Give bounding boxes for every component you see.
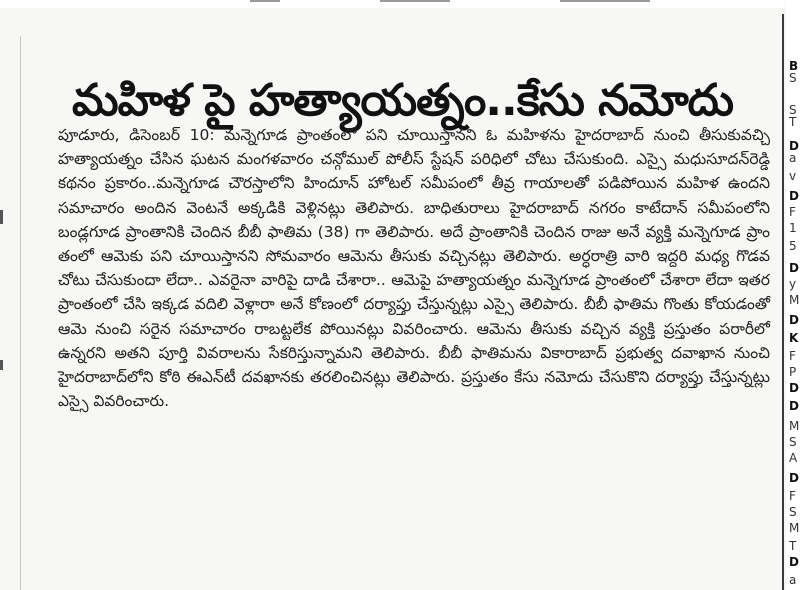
cropped-header-fragment-1: [250, 0, 280, 2]
adjacent-column-letter: D: [789, 313, 799, 327]
adjacent-column-letter: D: [789, 189, 799, 203]
adjacent-column-letter: D: [789, 261, 799, 275]
article-headline: మహిళ పై హత్యాయత్నం..కేసు నమోదు: [72, 75, 733, 127]
cropped-header-fragment-3: [560, 0, 650, 2]
adjacent-column-letter: F: [789, 489, 796, 503]
adjacent-column-letter: P: [789, 365, 797, 379]
adjacent-column-letter: y: [789, 277, 797, 291]
adjacent-column-fragment: [786, 0, 800, 590]
adjacent-column-letter: T: [789, 115, 797, 129]
left-edge-mark: [0, 210, 3, 224]
adjacent-column-letter: a: [789, 573, 797, 587]
adjacent-column-letter: D: [789, 381, 799, 395]
adjacent-column-letter: S: [789, 505, 797, 519]
adjacent-column-letter: D: [789, 555, 799, 569]
adjacent-column-letter: A: [789, 451, 798, 465]
adjacent-column-letter: S: [789, 103, 797, 117]
adjacent-column-letter: F: [789, 349, 796, 363]
cropped-header-fragment-2: [380, 0, 450, 2]
adjacent-column-letter: S: [789, 435, 797, 449]
adjacent-column-letter: D: [789, 471, 799, 485]
adjacent-column-letter: 1: [789, 221, 797, 235]
adjacent-column-letter: T: [789, 539, 797, 553]
adjacent-column-letter: a: [789, 151, 797, 165]
left-column-rule: [20, 36, 21, 590]
adjacent-column-letter: K: [789, 331, 799, 345]
right-column-rule: [782, 14, 784, 590]
adjacent-column-letter: D: [789, 399, 799, 413]
adjacent-column-letter: D: [789, 139, 799, 153]
adjacent-column-letter: M: [789, 419, 800, 433]
article-body-text: పూడూరు, డిసెంబర్ 10: మన్నెగూడ ప్రాంతంలో పని చూయిస్తానని ఓ మహిళను హైదరాబాద్ నుంచి తీసుకువచ్చి హత్యాయత్నం చేసిన ఘటన మంగళవారం చన్గోముల్ పోలీస్ స్టేషన్ పరిధిలో చోటు చేసుకుంది. ఎస్సై మధుసూదన్‌రెడ్డి కథనం ప్రకారం..మన్నెగూడ చౌరస్తాలోని హిందూన్ హోటల్ సమీపంలో తీవ్ర గాయాలతో పడిపోయిన మహిళ ఉందని సమాచారం అందిన వెంటనే అక్కడికి వెళ్లినట్లు తెలిపారు. బాధితురాలు హైదరాబాద్ నగరం కాటేదాన్ సమీపంలోని బండ్లగూడ ప్రాంతానికి చెందిన బీబీ ఫాతిమ (38) గా తెలిపారు. అదే ప్రాంతానికి చెందిన రాజు అనే వ్యక్తి మన్నెగూడ ప్రాం తంలో ఆమెకు పని చూయిస్తానని సోమవారం ఆమెను తీసుకు వచ్చినట్లు తెలిపారు. అర్ధరాత్రి వారి ఇద్దరి మధ్య గొడవ చోటు చేసుకుందా లేదా.. ఎవరైనా వారిపై దాడి చేశారా.. ఆమెపై హత్యాయత్నం మన్నెగూడ ప్రాంతంలో చేశారా లేదా ఇతర ప్రాంతంలో చేసి ఇక్కడ వదిలి వెళ్లారా అనే కోణంలో దర్యాప్తు చేస్తున్నట్లు ఎస్సై తెలిపారు. బీబీ ఫాతిమ గొంతు కోయడంతో ఆమె నుంచి సరైన సమాచారం రాబట్టలేక పోయినట్లు వివరించారు. ఆమెను తీసుకు వచ్చిన వ్యక్తి ప్రస్తుతం పరారీలో ఉన్నరని అతని పూర్తి వివరాలను సేకరిస్తున్నామని తెలిపారు. బీబీ ఫాతిమను వికారాబాద్ ప్రభుత్వ దవాఖాన నుంచి హైదరాబాద్‌లోని కోఠి ఈఎన్‌టీ దవఖానకు తరలించినట్లు తెలిపారు. ప్రస్తుతం కేసు నమోదు చేసుకొని దర్యాప్తు చేస్తున్నట్లు ఎస్సై వివరించారు.: [58, 126, 770, 411]
adjacent-column-letter: 5: [789, 239, 797, 253]
adjacent-column-letter: v: [789, 169, 797, 183]
adjacent-column-letter: B: [789, 59, 799, 73]
left-edge-mark: [0, 360, 3, 370]
adjacent-column-letter: F: [789, 205, 796, 219]
adjacent-column-letter: S: [789, 71, 797, 85]
adjacent-column-letter: M: [789, 293, 800, 307]
adjacent-column-letter: M: [789, 521, 800, 535]
article-body: [58, 123, 770, 413]
